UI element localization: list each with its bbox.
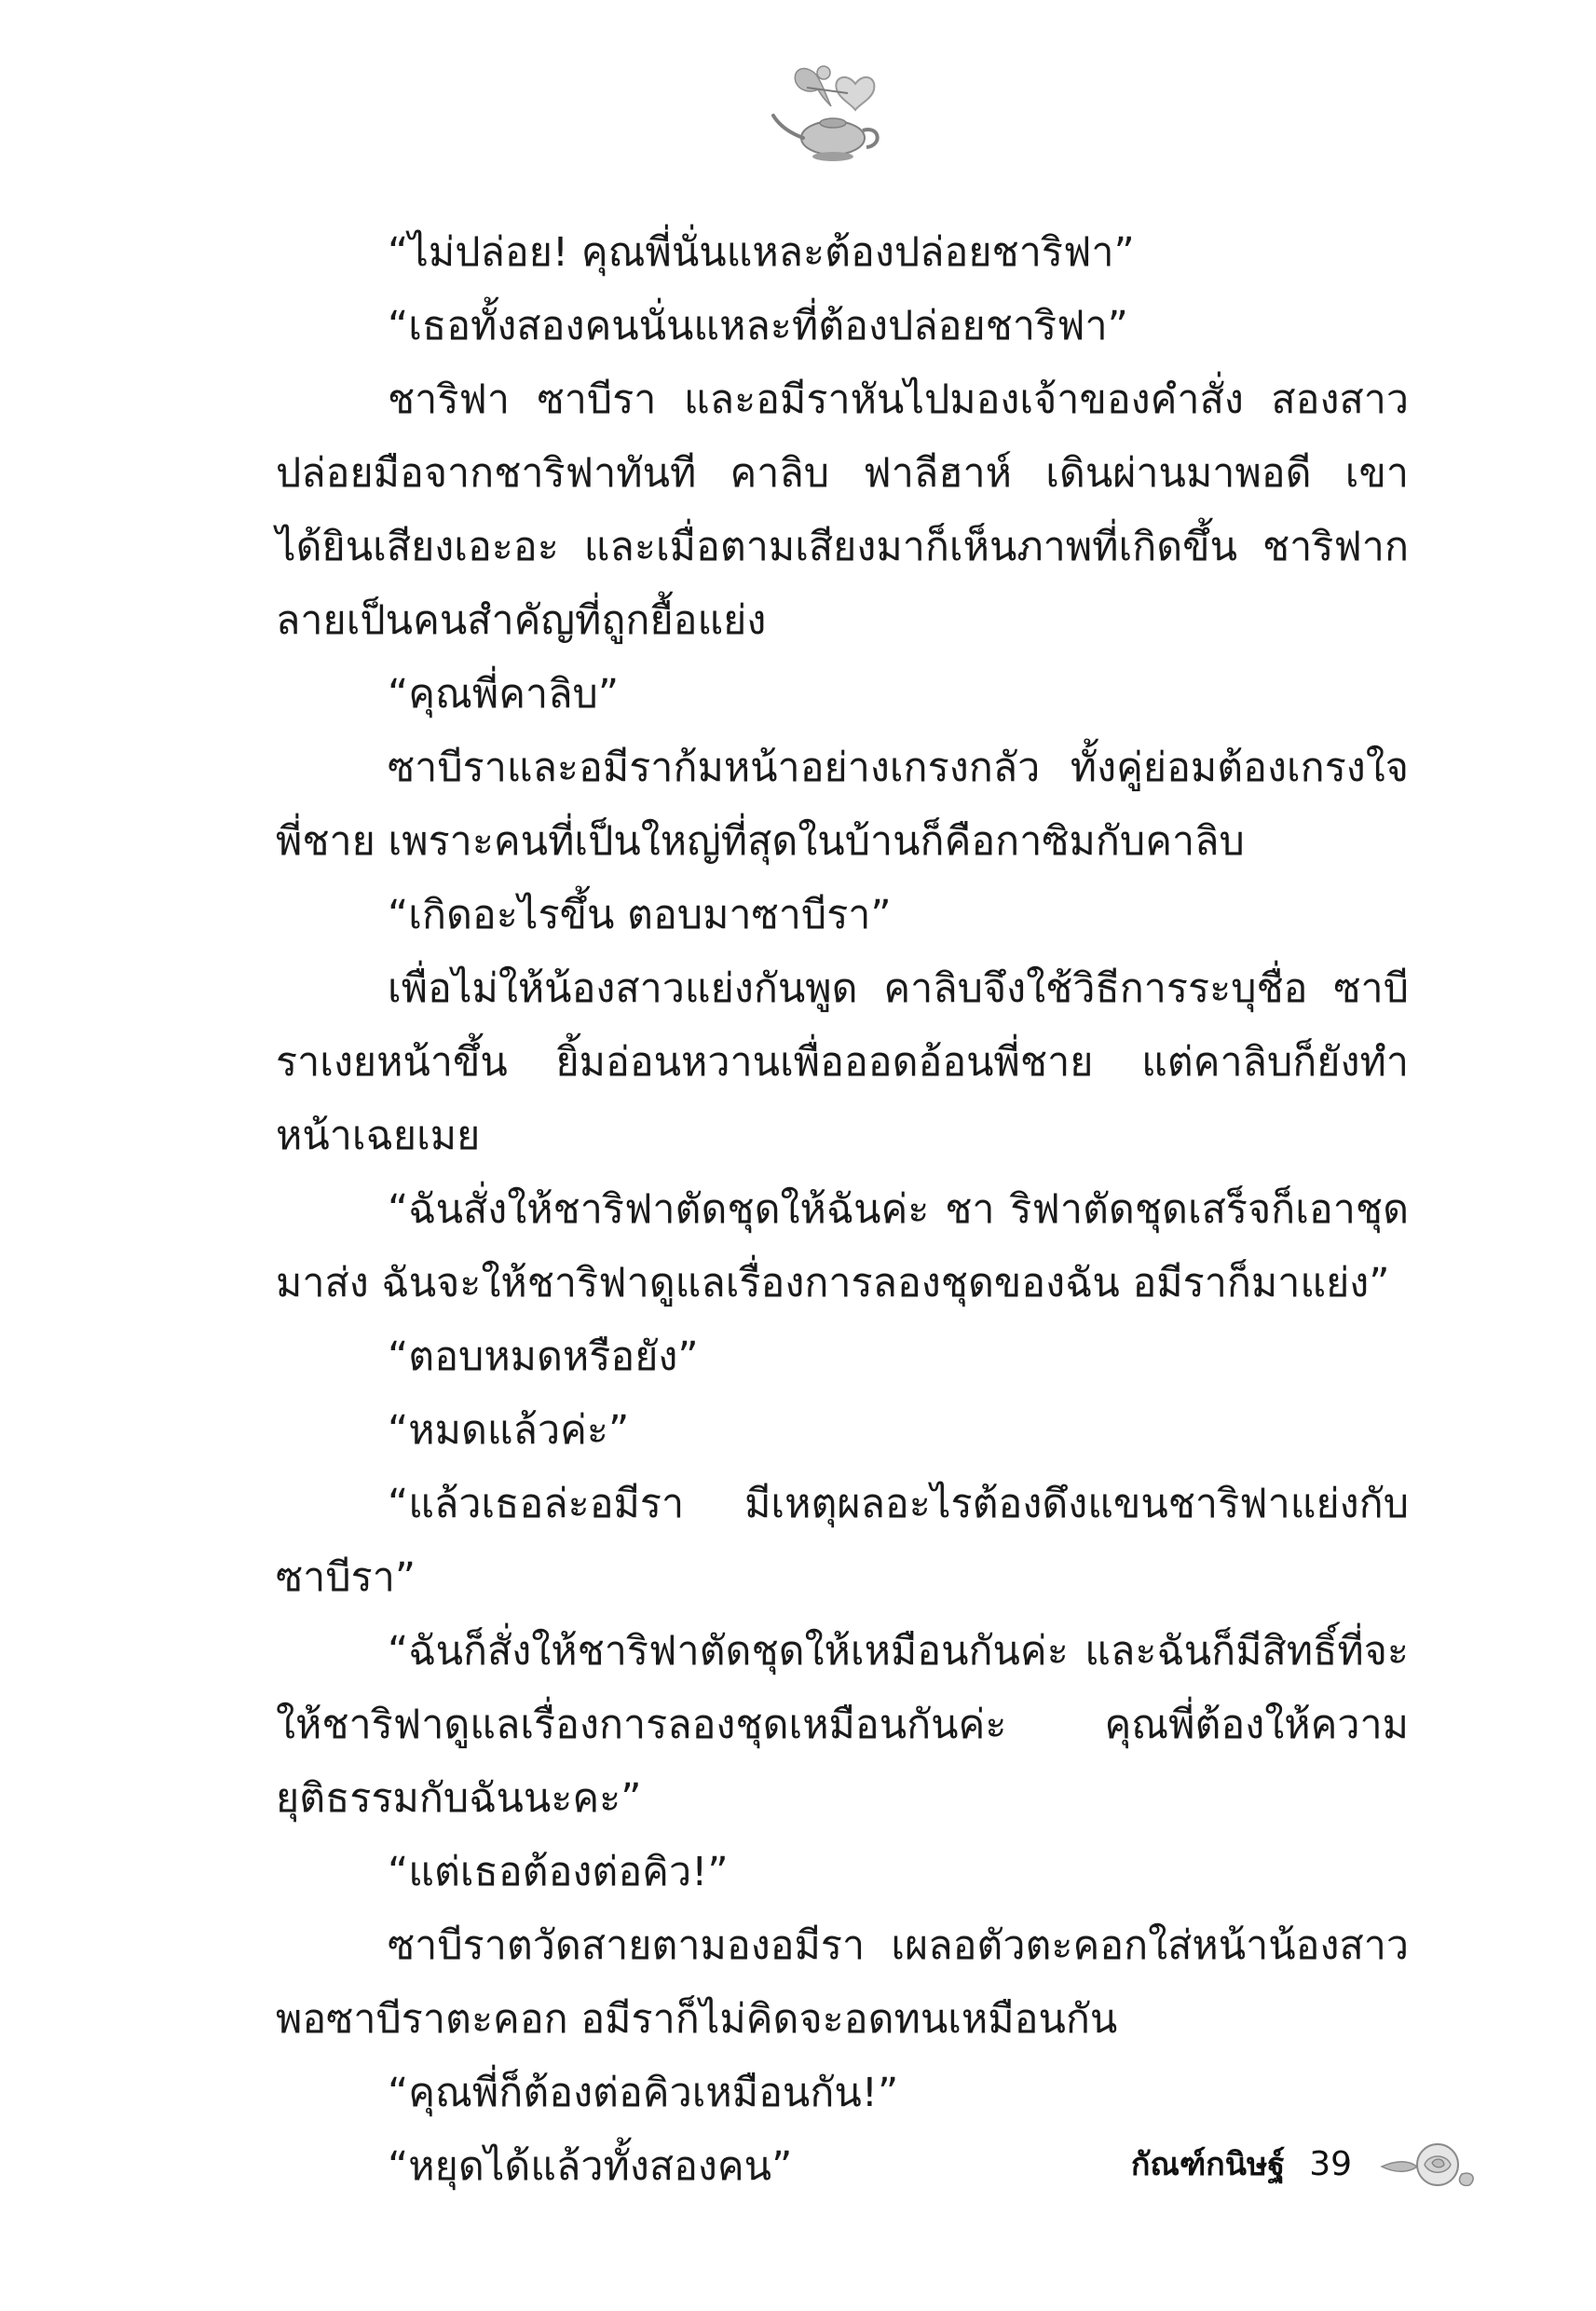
cupid-teapot-ornament-icon: [751, 56, 909, 168]
page-number: 39: [1309, 2144, 1352, 2183]
paragraph: ซาบีราและอมีราก้มหน้าอย่างเกรงกลัว ทั้งคู่ย่อมต้องเกรงใจพี่ชาย เพราะคนที่เป็นใหญ่ที่สุดในบ้านก็คือกาซิมกับคาลิบ: [276, 745, 1409, 865]
paragraph: “แล้วเธอล่ะอมีรา มีเหตุผลอะไรต้องดึงแขนชาริฟาแย่งกับซาบีรา”: [276, 1481, 1409, 1601]
paragraph: “เธอทั้งสองคนนั่นแหละที่ต้องปล่อยชาริฟา”: [388, 303, 1128, 349]
paragraph: “ไม่ปล่อย! คุณพี่นั่นแหละต้องปล่อยชาริฟา”: [388, 229, 1135, 276]
book-title: กัณฑ์กนิษฐ์: [1130, 2146, 1286, 2183]
paragraph: “หมดแล้วค่ะ”: [388, 1407, 630, 1454]
paragraph: “ฉันก็สั่งให้ชาริฟาตัดชุดให้เหมือนกันค่ะ และฉันก็มีสิทธิ์ที่จะให้ชาริฟาดูแลเรื่องการลองชุดเหมือนกันค่ะ คุณพี่ต้องให้ความยุติธรรมกับฉันนะคะ”: [276, 1628, 1409, 1822]
paragraph: ชาริฟา ซาบีรา และอมีราหันไปมองเจ้าของคำสั่ง สองสาวปล่อยมือจากชาริฟาทันที คาลิบ ฟาลีฮาห์ เดินผ่านมาพอดี เขาได้ยินเสียงเอะอะ และเมื่อตามเสียงมาก็เห็นภาพที่เกิดขึ้น ชาริฟากลายเป็นคนสำคัญที่ถูกยื้อแย่ง: [276, 376, 1409, 644]
paragraph: “ตอบหมดหรือยัง”: [388, 1333, 699, 1380]
paragraph: “แต่เธอต้องต่อคิว!”: [388, 1849, 729, 1895]
paragraph: “ฉันสั่งให้ชาริฟาตัดชุดให้ฉันค่ะ ชา ริฟาตัดชุดเสร็จก็เอาชุดมาส่ง ฉันจะให้ชาริฟาดูแลเรื่องการลองชุดของฉัน อมีราก็มาแย่ง”: [276, 1186, 1409, 1306]
paragraph: “เกิดอะไรขึ้น ตอบมาซาบีรา”: [388, 892, 892, 938]
paragraph: “หยุดได้แล้วทั้งสองคน”: [388, 2143, 793, 2190]
paragraph: ซาบีราตวัดสายตามองอมีรา เผลอตัวตะคอกใส่หน้าน้องสาว พอซาบีราตะคอก อมีราก็ไม่คิดจะอดทนเหมือนกัน: [276, 1922, 1409, 2043]
paragraph: “คุณพี่คาลิบ”: [388, 671, 620, 718]
page-footer: [1131, 2126, 1479, 2201]
paragraph: เพื่อไม่ให้น้องสาวแย่งกันพูด คาลิบจึงใช้วิธีการระบุชื่อ ซาบีราเงยหน้าขึ้น ยิ้มอ่อนหวานเพื่อออดอ้อนพี่ชาย แต่คาลิบก็ยังทำหน้าเฉยเมย: [276, 965, 1409, 1159]
rose-icon: [1376, 2133, 1479, 2195]
chapter-body-text: [276, 216, 1409, 2204]
paragraph: “คุณพี่ก็ต้องต่อคิวเหมือนกัน!”: [388, 2070, 899, 2116]
